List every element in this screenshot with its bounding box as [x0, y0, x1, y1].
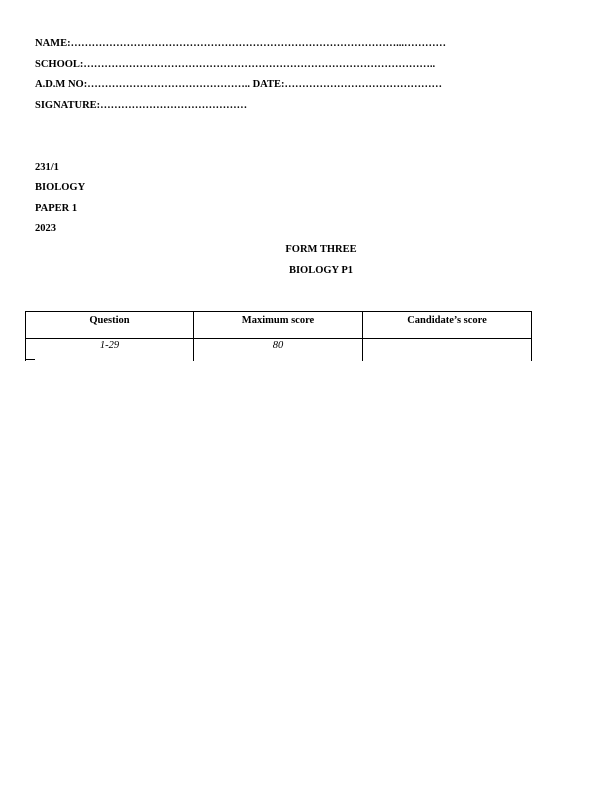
school-field[interactable]: SCHOOL:………………………………………………………………………………………..	[35, 59, 436, 70]
name-field[interactable]: NAME:…………………………………………………………………………………...…………	[35, 38, 446, 49]
max-score-cell: 80	[194, 339, 363, 362]
score-table-header	[26, 312, 532, 339]
subject-name: BIOLOGY	[35, 182, 86, 193]
paper-title: BIOLOGY P1	[288, 265, 354, 276]
exam-year: 2023	[35, 223, 56, 234]
form-heading: FORM THREE	[285, 244, 357, 255]
question-range-cell: 1-29	[26, 339, 194, 362]
candidate-score-header: Candidate’s score	[363, 312, 532, 339]
signature-field[interactable]: SIGNATURE:……………………………………	[35, 100, 248, 111]
score-table	[25, 311, 532, 361]
question-header: Question	[26, 312, 194, 339]
paper-code: 231/1	[35, 162, 59, 173]
table-corner-rule	[25, 359, 35, 360]
adm-date-field[interactable]: A.D.M NO:……………………………………….. DATE:………………………………………	[35, 79, 442, 90]
table-row	[26, 339, 532, 362]
max-score-header: Maximum score	[194, 312, 363, 339]
paper-number: PAPER 1	[35, 203, 78, 214]
candidate-score-cell[interactable]	[363, 339, 532, 362]
